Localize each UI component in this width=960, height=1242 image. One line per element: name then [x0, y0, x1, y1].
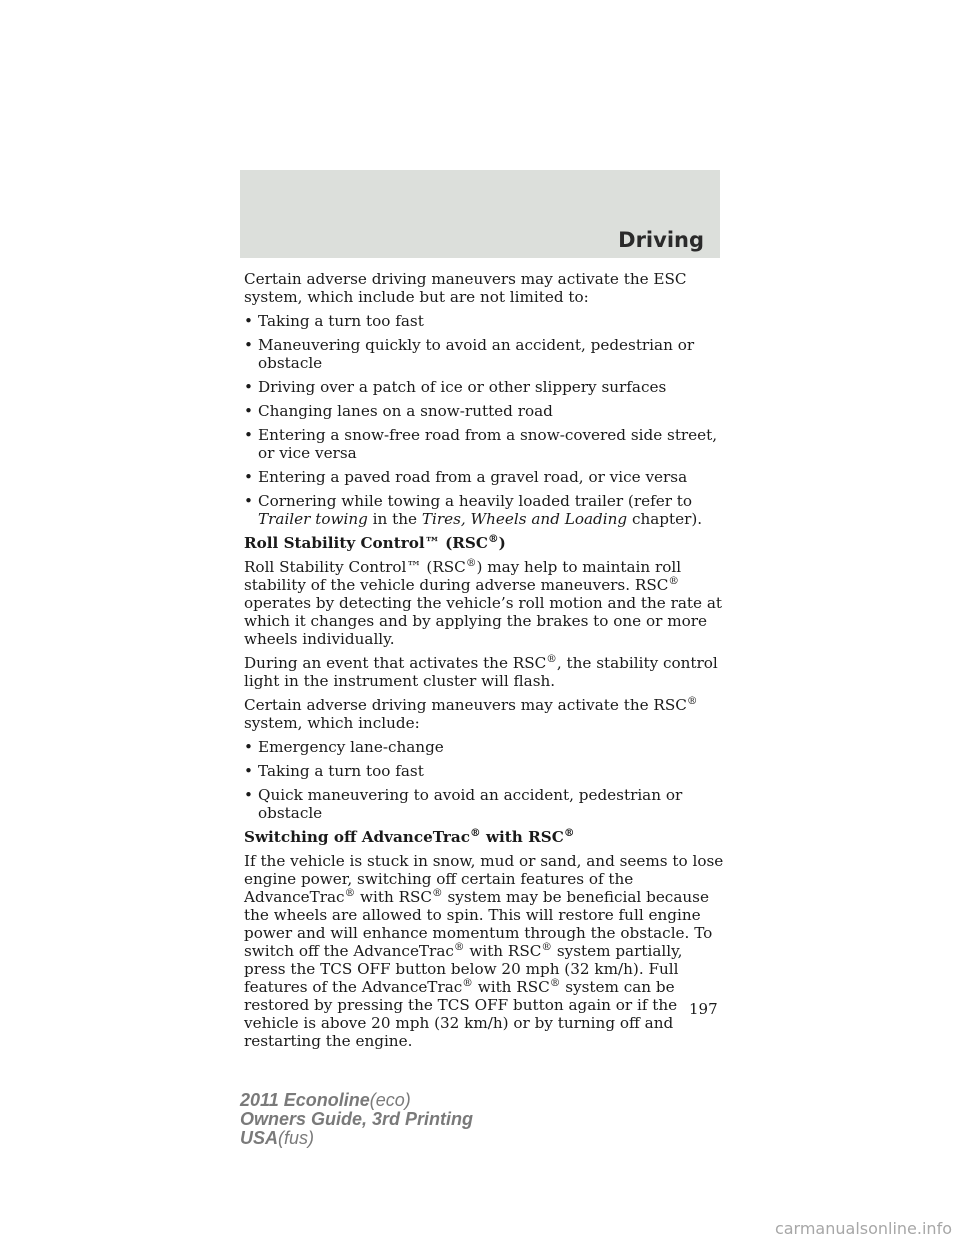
registered-mark: ® — [462, 975, 473, 989]
page-content — [244, 270, 724, 1056]
tires-chapter-reference: Tires, Wheels and Loading — [421, 510, 628, 528]
list-item: • Entering a paved road from a gravel road, or vice versa — [244, 468, 724, 486]
list-item: • Driving over a patch of ice or other slippery surfaces — [244, 378, 724, 396]
footer-line-guide: Owners Guide, 3rd Printing — [240, 1109, 474, 1129]
text-span: Roll Stability Control™ (RSC — [244, 558, 466, 576]
esc-maneuver-list — [244, 312, 724, 528]
registered-mark: ® — [549, 975, 561, 989]
list-item: • Maneuvering quickly to avoid an accident, pedestrian or obstacle — [244, 336, 724, 372]
switching-off-paragraph — [244, 852, 724, 1050]
text-span: with RSC — [472, 978, 550, 996]
text-span: ) may help to maintain roll stability of the vehicle during adverse maneuvers. RSC — [244, 558, 682, 594]
list-item: • Taking a turn too fast — [244, 762, 724, 780]
section-title: Driving — [618, 228, 704, 252]
text-span: system partially, press the TCS OFF button below 20 mph (32 km/h). Full features of the AdvanceTrac — [244, 942, 683, 996]
trailer-towing-reference: Trailer towing — [258, 510, 368, 528]
list-item-towing — [244, 492, 724, 528]
document-footer — [240, 1091, 473, 1148]
registered-mark: ® — [541, 939, 552, 953]
rsc-event-paragraph — [244, 651, 724, 690]
registered-mark: ® — [563, 825, 575, 839]
text-span: with RSC — [480, 828, 564, 846]
footer-region-code: (fus) — [278, 1128, 315, 1148]
registered-mark: ® — [453, 939, 465, 953]
text-span: If the vehicle is stuck in snow, mud or sand, and seems to lose engine power, switching off certain features of the AdvanceTrac — [244, 852, 724, 906]
registered-mark: ® — [465, 555, 477, 569]
rsc-maneuvers-intro-paragraph — [244, 693, 724, 732]
text-span: During an event that activates the RSC — [244, 654, 547, 672]
list-item: • Taking a turn too fast — [244, 312, 724, 330]
footer-line-region — [240, 1129, 473, 1148]
list-item: • Changing lanes on a snow-rutted road — [244, 402, 724, 420]
registered-mark: ® — [344, 885, 356, 899]
rsc-heading-end: ) — [498, 534, 506, 552]
text-span: Switching off AdvanceTrac — [244, 828, 471, 846]
text-span: , the stability control light in the instrument cluster will flash. — [244, 654, 718, 690]
registered-mark: ® — [546, 651, 557, 665]
text-span: with RSC — [355, 888, 433, 906]
switching-off-heading — [244, 825, 724, 846]
section-header-band — [240, 170, 720, 258]
towing-text-pre: Cornering while towing a heavily loaded trailer (refer to — [258, 492, 693, 510]
rsc-description-paragraph — [244, 555, 724, 648]
list-item: • Entering a snow-free road from a snow-covered side street, or vice versa — [244, 426, 724, 462]
rsc-heading — [244, 531, 724, 552]
text-span: Certain adverse driving maneuvers may activate the RSC — [244, 696, 687, 714]
page-number: 197 — [689, 1000, 718, 1018]
rsc-heading-text: Roll Stability Control™ (RSC — [244, 534, 488, 552]
text-span: system can be restored by pressing the TCS OFF button again or if the vehicle is above 20 mph (32 km/h) or by turning off and restarting the engine. — [244, 978, 678, 1050]
registered-mark: ® — [487, 531, 499, 545]
registered-mark: ® — [432, 885, 443, 899]
registered-mark: ® — [686, 693, 698, 707]
towing-text-mid: in the — [367, 510, 422, 528]
footer-model-code: (eco) — [369, 1090, 411, 1110]
towing-text-post: chapter). — [627, 510, 703, 528]
text-span: operates by detecting the vehicle’s roll motion and the rate at which it changes and by applying the brakes to one or more wheels individually. — [244, 594, 722, 648]
watermark: carmanualsonline.info — [774, 1219, 952, 1238]
registered-mark: ® — [668, 573, 679, 587]
text-span: with RSC — [464, 942, 542, 960]
registered-mark: ® — [470, 825, 481, 839]
text-span: system, which include: — [244, 714, 420, 732]
text-span: system may be beneficial because the wheels are allowed to spin. This will restore full engine power and will enhance momentum through the obstacle. To switch off the AdvanceTrac — [244, 888, 713, 960]
esc-intro-paragraph: Certain adverse driving maneuvers may activate the ESC system, which include but are not limited to: — [244, 270, 687, 306]
footer-region-name: USA — [240, 1128, 279, 1148]
footer-model-name: 2011 Econoline — [240, 1090, 370, 1110]
footer-line-model — [240, 1091, 473, 1110]
list-item: • Emergency lane-change — [244, 738, 724, 756]
list-item: • Quick maneuvering to avoid an accident, pedestrian or obstacle — [244, 786, 724, 822]
rsc-maneuver-list — [244, 738, 724, 822]
